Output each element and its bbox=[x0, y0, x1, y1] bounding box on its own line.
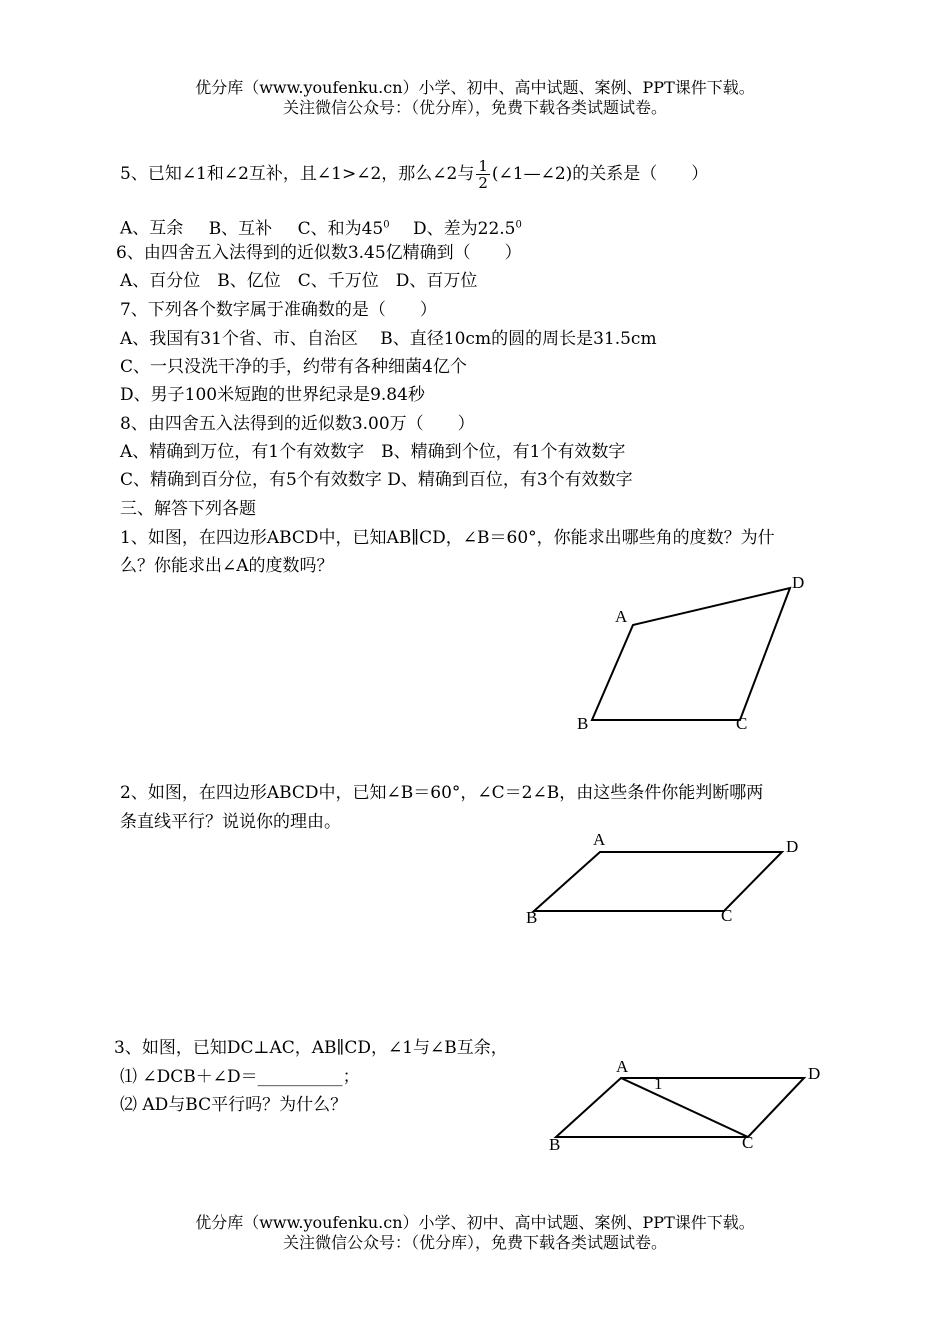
problem-2-line-1: 2、如图，在四边形ABCD中，已知∠B＝60°，∠C＝2∠B，由这些条件你能判断哪两 bbox=[120, 783, 764, 803]
header-line-1: 优分库（www.youfenku.cn）小学、初中、高中试题、案例、PPT课件下载。 bbox=[195, 78, 755, 97]
fig2-label-c: C bbox=[721, 906, 733, 925]
question-7-option-d: D、男子100米短跑的世界纪录是9.84秒 bbox=[120, 385, 425, 405]
fig2-label-d: D bbox=[786, 837, 799, 856]
problem-3-part-1: ⑴ ∠DCB＋∠D＝__________； bbox=[120, 1067, 360, 1087]
q5-option-a: A、互余 bbox=[120, 218, 184, 239]
footer-line-2: 关注微信公众号：（优分库），免费下载各类试题试卷。 bbox=[282, 1233, 667, 1252]
question-8-stem: 8、由四舍五入法得到的近似数3.00万（ ） bbox=[120, 414, 475, 434]
question-6-options: A、百分位 B、亿位 C、千万位 D、百万位 bbox=[120, 271, 478, 291]
fig3-label-b: B bbox=[549, 1135, 561, 1154]
q5-option-c: C、和为$45^0$ bbox=[297, 218, 390, 239]
problem-3-part-2: ⑵ AD与BC平行吗？为什么？ bbox=[120, 1095, 348, 1115]
fig2-label-a: A bbox=[593, 830, 606, 849]
section-3-title: 三、解答下列各题 bbox=[120, 499, 256, 519]
problem-3-line-1: 3、如图，已知DC⊥AC，AB∥CD，∠1与∠B互余， bbox=[114, 1038, 508, 1058]
question-8-options-ab: A、精确到万位，有1个有效数字 B、精确到个位，有1个有效数字 bbox=[120, 442, 626, 462]
fig1-label-c: C bbox=[736, 714, 748, 733]
header-line-2: 关注微信公众号：（优分库），免费下载各类试题试卷。 bbox=[282, 98, 667, 117]
question-7-stem: 7、下列各个数字属于准确数的是（ ） bbox=[120, 300, 437, 320]
fig3-quadrilateral-shape bbox=[556, 1078, 804, 1137]
q5-stem-part-b: (∠1—∠2)的关系是（ ） bbox=[491, 164, 709, 184]
fig1-label-d: D bbox=[792, 573, 805, 592]
problem-2-line-2: 条直线平行？说说你的理由。 bbox=[120, 812, 341, 832]
question-6-stem: 6、由四舍五入法得到的近似数3.45亿精确到（ ） bbox=[116, 243, 522, 263]
fig3-label-d: D bbox=[808, 1064, 821, 1083]
q5-option-b: B、互补 bbox=[208, 218, 273, 239]
fraction-denominator: 2 bbox=[478, 174, 488, 192]
fig3-label-c: C bbox=[742, 1133, 754, 1152]
question-7-options-ab: A、我国有31个省、市、自治区 B、直径10cm的圆的周长是31.5cm bbox=[120, 329, 657, 349]
fig3-label-a: A bbox=[616, 1057, 629, 1076]
fig1-label-a: A bbox=[615, 607, 628, 626]
fraction-numerator: 1 bbox=[478, 157, 488, 175]
fig1-label-b: B bbox=[577, 714, 589, 733]
q5-option-d: D、差为22.5$^0$ bbox=[413, 218, 522, 239]
question-8-options-cd: C、精确到百分位，有5个有效数字 D、精确到百位，有3个有效数字 bbox=[120, 470, 633, 490]
footer-line-1: 优分库（www.youfenku.cn）小学、初中、高中试题、案例、PPT课件下载。 bbox=[195, 1213, 755, 1232]
fig2-label-b: B bbox=[526, 908, 538, 927]
fig3-diagonal-ac bbox=[621, 1078, 748, 1137]
question-7-option-c: C、一只没洗干净的手，约带有各种细菌4亿个 bbox=[120, 357, 467, 377]
problem-1-line-2: 么？你能求出∠A的度数吗？ bbox=[120, 556, 334, 576]
problem-1-line-1: 1、如图，在四边形ABCD中，已知AB∥CD，∠B＝60°，你能求出哪些角的度数？为什 bbox=[120, 528, 775, 548]
fig3-label-1: 1 bbox=[654, 1074, 663, 1093]
q5-stem-part-a: 5、已知∠1和∠2互补，且∠1>∠2，那么∠2与 bbox=[120, 164, 475, 184]
